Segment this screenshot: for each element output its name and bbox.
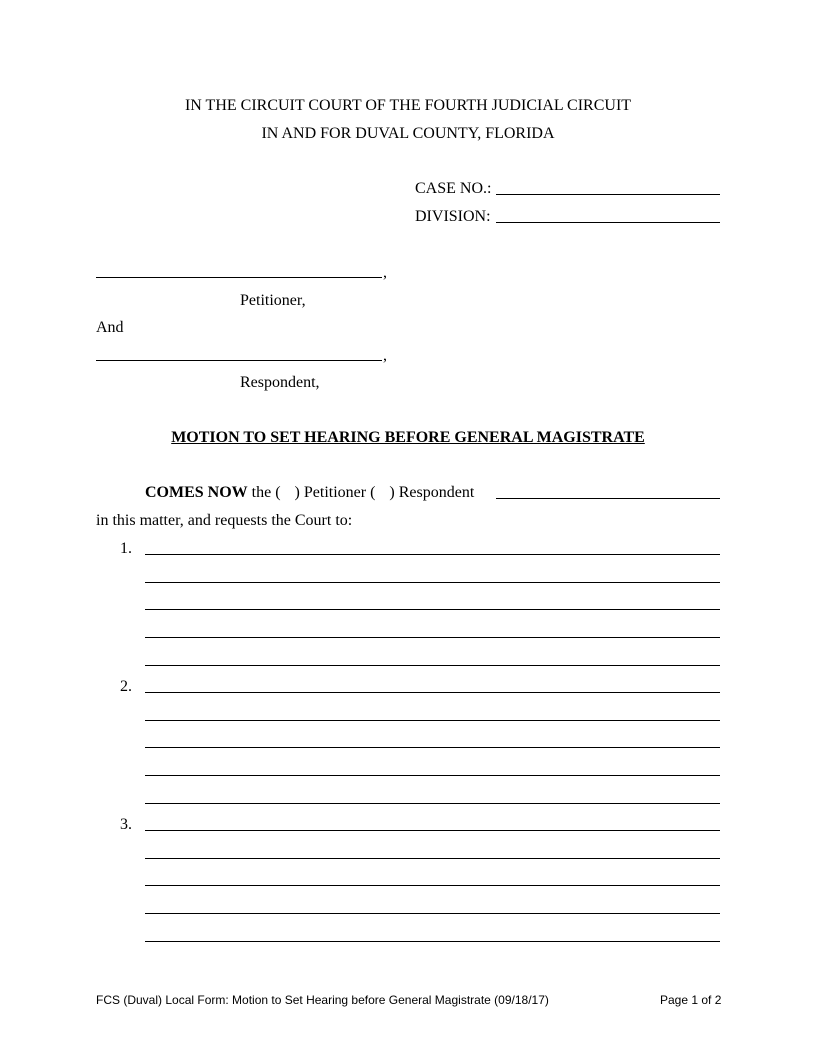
item-3-line-1[interactable] [145,830,720,831]
petitioner-option: ) Petitioner ( [294,484,376,501]
division-field[interactable] [496,222,720,223]
requests-line: in this matter, and requests the Court to: [96,512,353,529]
case-no-field[interactable] [496,194,720,195]
footer-form-name: FCS (Duval) Local Form: Motion to Set Hearing before General Magistrate (09/18/17) [96,993,549,1007]
item-2-line-5[interactable] [145,803,720,804]
item-3-line-4[interactable] [145,913,720,914]
motion-title: MOTION TO SET HEARING BEFORE GENERAL MAGISTRATE [171,429,645,446]
item-2-line-3[interactable] [145,747,720,748]
item-2-line-1[interactable] [145,692,720,693]
party-name-field[interactable] [496,498,720,499]
item-number-1: 1. [120,540,132,557]
the-text: the ( [251,484,281,501]
respondent-comma: , [383,347,387,364]
petitioner-name-field[interactable] [96,277,382,278]
respondent-name-field[interactable] [96,360,382,361]
respondent-option: ) Respondent [389,484,475,501]
comes-now-text: COMES NOW [145,484,248,501]
item-3-line-2[interactable] [145,858,720,859]
item-3-line-3[interactable] [145,885,720,886]
petitioner-comma: , [383,264,387,281]
item-2-line-2[interactable] [145,720,720,721]
court-heading-line-2: IN AND FOR DUVAL COUNTY, FLORIDA [261,125,555,142]
item-number-3: 3. [120,816,132,833]
division-label: DIVISION: [415,208,491,225]
item-number-2: 2. [120,678,132,695]
court-heading-line-1: IN THE CIRCUIT COURT OF THE FOURTH JUDICIAL CIRCUIT [184,97,632,114]
item-3-line-5[interactable] [145,941,720,942]
item-1-line-1[interactable] [145,554,720,555]
item-1-line-4[interactable] [145,637,720,638]
item-1-line-2[interactable] [145,582,720,583]
case-no-label: CASE NO.: [415,180,492,197]
and-label: And [96,319,124,336]
footer-page-number: Page 1 of 2 [660,993,722,1007]
respondent-label: Respondent, [240,374,320,391]
item-2-line-4[interactable] [145,775,720,776]
comes-now-line [145,484,474,502]
item-1-line-3[interactable] [145,609,720,610]
item-1-line-5[interactable] [145,665,720,666]
petitioner-label: Petitioner, [240,292,306,309]
